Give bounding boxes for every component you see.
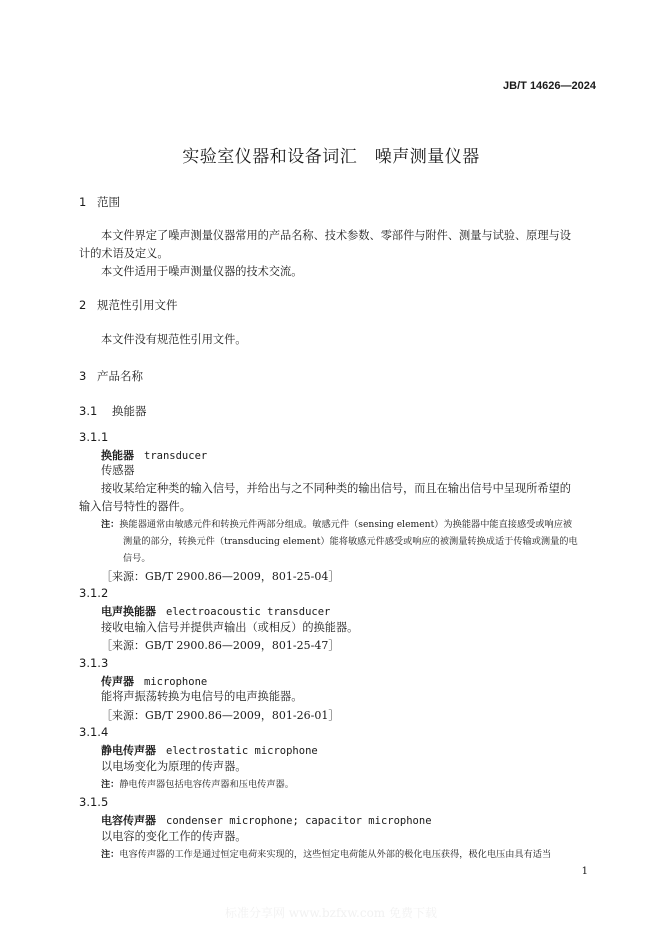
term-zh: 传声器 [101, 675, 134, 688]
term-number: 3.1.1 [79, 430, 109, 444]
note-text: 电容传声器的工作是通过恒定电荷来实现的，这些恒定电荷能从外部的极化电压获得，极化电压由具有适当 [119, 849, 552, 860]
page-number: 1 [581, 866, 588, 877]
definition: 以电容的变化工作的传声器。 [101, 830, 247, 843]
term-en: electroacoustic transducer [166, 606, 331, 618]
term-number: 3.1.5 [79, 795, 109, 809]
section-title: 规范性引用文件 [97, 298, 178, 312]
note-label: 注： [101, 519, 120, 530]
paragraph: 本文件适用于噪声测量仪器的技术交流。 [101, 265, 303, 278]
term-en: condenser microphone [166, 815, 293, 827]
paragraph-line: 本文件界定了噪声测量仪器常用的产品名称、技术参数、零部件与附件、测量与试验、原理与设 [101, 229, 571, 242]
term-zh: 换能器 [101, 449, 134, 462]
definition-line: 输入信号特性的器件。 [79, 500, 191, 513]
note-text: 换能器通常由敏感元件和转换元件两部分组成。敏感元件（sensing element）为换能器中能直接感受或响应被 [119, 519, 573, 530]
term-zh: 静电传声器 [101, 744, 156, 757]
standard-number: JB/T 14626—2024 [503, 80, 596, 92]
section-1-heading [79, 194, 120, 210]
term-number: 3.1.3 [79, 656, 109, 670]
term-synonym: 传感器 [101, 464, 135, 477]
paragraph: 本文件没有规范性引用文件。 [101, 333, 247, 346]
note-line [101, 776, 294, 793]
term-number: 3.1.4 [79, 725, 109, 739]
watermark: 标准分享网 www.bzfxw.com 免费下载 [224, 906, 438, 920]
subsection-3-1-heading [79, 403, 147, 419]
section-number: 1 [79, 195, 87, 209]
term-entry [101, 742, 318, 758]
note-label: 注： [101, 849, 120, 860]
note-label: 注： [101, 779, 120, 790]
note-line [101, 846, 551, 863]
definition: 接收电输入信号并提供声输出（或相反）的换能器。 [101, 621, 359, 634]
definition: 以电场变化为原理的传声器。 [101, 760, 247, 773]
document-title: 实验室仪器和设备词汇 噪声测量仪器 [182, 147, 480, 167]
term-entry [101, 812, 432, 828]
source-citation: ［来源：GB/T 2900.86—2009，801-26-01］ [101, 709, 340, 722]
subsection-title: 换能器 [112, 404, 147, 418]
term-zh: 电容传声器 [101, 814, 156, 827]
note-line: 测量的部分，转换元件（transducing element）能将敏感元件感受或响应的被测量转换成适于传输或测量的电 [123, 536, 578, 547]
term-en: microphone [144, 676, 208, 688]
section-number: 3 [79, 369, 87, 383]
section-title: 范围 [97, 195, 120, 209]
definition-line: 接收某给定种类的输入信号，并给出与之不同种类的输出信号，而且在输出信号中呈现所希望的 [101, 482, 571, 495]
section-3-heading [79, 368, 143, 384]
note-line: 信号。 [123, 553, 151, 564]
note-line [101, 516, 572, 533]
term-en-separator: ; [292, 815, 306, 827]
section-title: 产品名称 [97, 369, 143, 383]
term-entry [101, 447, 207, 463]
source-citation: ［来源：GB/T 2900.86—2009，801-25-04］ [101, 570, 340, 583]
term-entry [101, 603, 330, 619]
term-en-alt: capacitor microphone [305, 815, 432, 827]
term-en: electrostatic microphone [166, 745, 318, 757]
definition: 能将声振荡转换为电信号的电声换能器。 [101, 690, 303, 703]
term-entry [101, 673, 207, 689]
section-number: 2 [79, 298, 87, 312]
term-en: transducer [144, 450, 208, 462]
term-zh: 电声换能器 [101, 605, 156, 618]
paragraph-line: 计的术语及定义。 [79, 247, 169, 260]
term-number: 3.1.2 [79, 586, 109, 600]
source-citation: ［来源：GB/T 2900.86—2009，801-25-47］ [101, 639, 340, 652]
note-text: 静电传声器包括电容传声器和压电传声器。 [119, 779, 294, 790]
subsection-number: 3.1 [79, 404, 98, 418]
section-2-heading [79, 297, 178, 313]
